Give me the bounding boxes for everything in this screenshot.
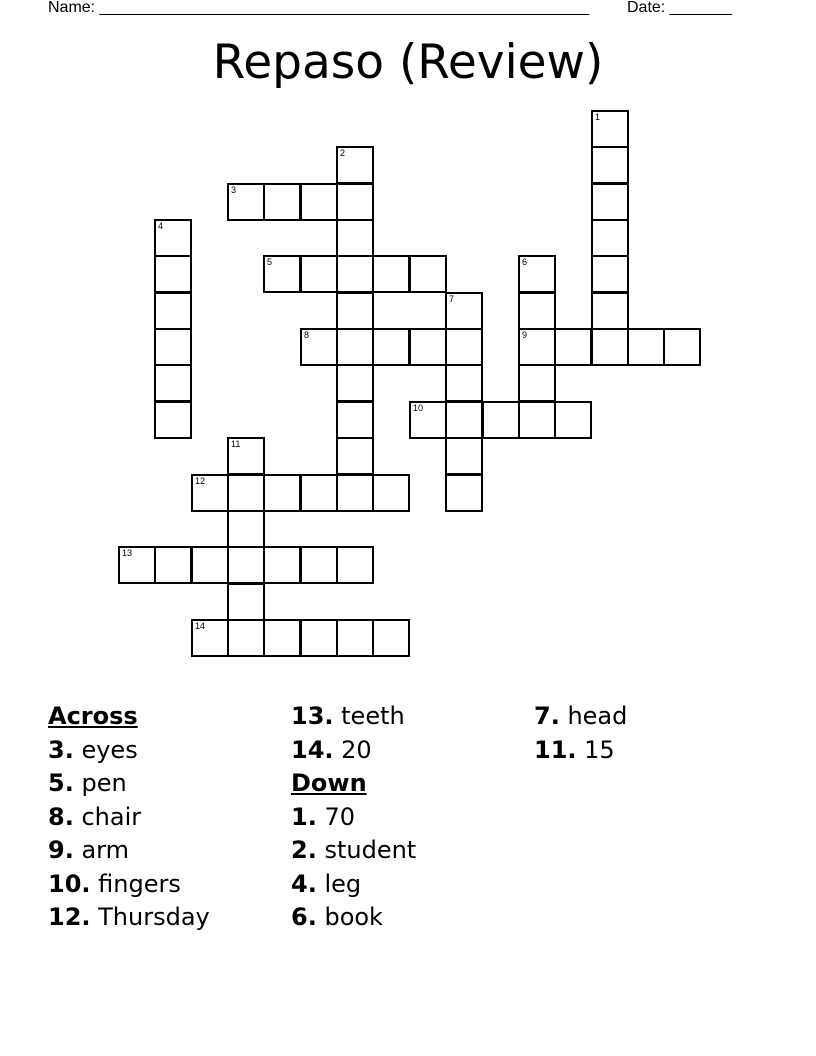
crossword-cell[interactable] — [191, 619, 229, 657]
crossword-cell[interactable] — [191, 474, 229, 512]
crossword-cell[interactable] — [336, 401, 374, 439]
crossword-cell[interactable] — [263, 474, 301, 512]
clue-item — [534, 734, 774, 768]
crossword-cell[interactable] — [336, 619, 374, 657]
crossword-cell[interactable] — [554, 328, 592, 366]
crossword-cell[interactable] — [154, 401, 192, 439]
crossword-cell[interactable] — [336, 219, 374, 257]
crossword-cell[interactable] — [336, 437, 374, 475]
crossword-cell[interactable] — [445, 474, 483, 512]
clue-item-text: Thursday — [90, 903, 210, 931]
clue-item — [291, 868, 531, 902]
clue-number: 5 — [267, 257, 273, 267]
crossword-cell[interactable] — [482, 401, 520, 439]
crossword-cell[interactable] — [300, 328, 338, 366]
clue-item — [48, 901, 288, 935]
clue-number: 3 — [231, 185, 237, 195]
clue-item-text: chair — [73, 802, 142, 831]
crossword-cell[interactable] — [663, 328, 701, 366]
crossword-cell[interactable] — [154, 328, 192, 366]
crossword-cell[interactable] — [591, 219, 629, 257]
crossword-cell[interactable] — [336, 292, 374, 330]
crossword-cell[interactable] — [263, 619, 301, 657]
crossword-cell[interactable] — [518, 328, 556, 366]
clue-item — [48, 767, 288, 801]
clue-column-3 — [534, 700, 774, 767]
clue-item-number: 1. — [291, 802, 317, 831]
clue-item-number: 5. — [48, 769, 74, 797]
crossword-cell[interactable] — [336, 546, 374, 584]
crossword-cell[interactable] — [372, 619, 410, 657]
crossword-cell[interactable] — [591, 110, 629, 148]
clue-item-number: 13. — [291, 702, 334, 730]
crossword-cell[interactable] — [445, 328, 483, 366]
clue-number: 1 — [595, 112, 601, 122]
clue-number: 7 — [449, 294, 455, 304]
clue-item-number: 2. — [291, 836, 317, 864]
crossword-cell[interactable] — [154, 546, 192, 584]
clue-number: 14 — [195, 621, 206, 631]
clue-item — [291, 734, 531, 768]
clue-item-text: pen — [73, 769, 127, 797]
crossword-cell[interactable] — [445, 292, 483, 330]
crossword-cell[interactable] — [591, 292, 629, 330]
crossword-cell[interactable] — [227, 546, 265, 584]
crossword-cell[interactable] — [336, 146, 374, 184]
crossword-cell[interactable] — [154, 292, 192, 330]
clue-item-text: leg — [316, 869, 362, 898]
crossword-cell[interactable] — [518, 255, 556, 293]
crossword-cell[interactable] — [336, 183, 374, 221]
clue-item-text: arm — [73, 836, 129, 864]
crossword-cell[interactable] — [227, 510, 265, 548]
crossword-cell[interactable] — [154, 255, 192, 293]
crossword-cell[interactable] — [372, 474, 410, 512]
clue-item-number: 8. — [48, 802, 74, 831]
crossword-cell[interactable] — [445, 401, 483, 439]
clue-item-text: 70 — [316, 802, 355, 831]
clue-item — [48, 868, 288, 902]
clue-item-number: 10. — [48, 869, 91, 898]
clue-number: 6 — [522, 257, 528, 267]
crossword-cell[interactable] — [154, 219, 192, 257]
crossword-cell[interactable] — [518, 401, 556, 439]
crossword-cell[interactable] — [263, 546, 301, 584]
clue-number: 10 — [413, 403, 424, 413]
clue-item-number: 11. — [534, 735, 577, 764]
crossword-cell[interactable] — [191, 546, 229, 584]
crossword-cell[interactable] — [227, 619, 265, 657]
clue-item — [291, 834, 531, 868]
clue-item-text: student — [316, 836, 417, 864]
clue-number: 2 — [340, 148, 346, 158]
crossword-cell[interactable] — [554, 401, 592, 439]
crossword-cell[interactable] — [263, 183, 301, 221]
crossword-cell[interactable] — [591, 183, 629, 221]
crossword-cell[interactable] — [263, 255, 301, 293]
crossword-cell[interactable] — [409, 255, 447, 293]
crossword-cell[interactable] — [445, 437, 483, 475]
clue-item — [291, 801, 531, 835]
clue-heading-across: Across — [48, 702, 138, 730]
crossword-cell[interactable] — [300, 619, 338, 657]
page-title: Repaso (Review) — [212, 35, 604, 90]
crossword-cell[interactable] — [118, 546, 156, 584]
clue-item-text: teeth — [333, 702, 405, 730]
clue-item-text: head — [559, 702, 628, 730]
crossword-cell[interactable] — [627, 328, 665, 366]
clue-number: 13 — [122, 548, 133, 558]
clue-item — [534, 700, 774, 734]
crossword-cell[interactable] — [336, 255, 374, 293]
name-field-label: Name: _______________________________________________________ — [48, 0, 589, 16]
clue-item-text: eyes — [73, 735, 138, 764]
crossword-cell[interactable] — [591, 255, 629, 293]
clue-number: 12 — [195, 476, 206, 486]
crossword-cell[interactable] — [372, 255, 410, 293]
clue-number: 8 — [304, 330, 310, 340]
crossword-cell[interactable] — [300, 183, 338, 221]
clue-item — [291, 901, 531, 935]
crossword-cell[interactable] — [227, 474, 265, 512]
crossword-cell[interactable] — [445, 364, 483, 402]
crossword-cell[interactable] — [518, 364, 556, 402]
clue-item-number: 12. — [48, 903, 91, 931]
clue-item-text: 20 — [333, 735, 372, 764]
crossword-cell[interactable] — [300, 474, 338, 512]
crossword-cell[interactable] — [154, 364, 192, 402]
clue-item-number: 3. — [48, 735, 74, 764]
clue-item — [48, 834, 288, 868]
crossword-cell[interactable] — [372, 328, 410, 366]
clue-number: 9 — [522, 330, 528, 340]
crossword-cell[interactable] — [336, 328, 374, 366]
crossword-cell[interactable] — [227, 437, 265, 475]
clue-item-number: 7. — [534, 702, 560, 730]
crossword-cell[interactable] — [591, 328, 629, 366]
clue-item — [48, 734, 288, 768]
clue-item-number: 4. — [291, 869, 317, 898]
clue-item-number: 6. — [291, 903, 317, 931]
crossword-cell[interactable] — [227, 183, 265, 221]
clue-item — [48, 801, 288, 835]
clue-number: 11 — [231, 439, 241, 449]
crossword-cell[interactable] — [518, 292, 556, 330]
clue-number: 4 — [158, 221, 164, 231]
crossword-cell[interactable] — [409, 401, 447, 439]
clue-heading-down: Down — [291, 769, 367, 797]
crossword-cell[interactable] — [336, 364, 374, 402]
clue-item-text: book — [316, 903, 383, 931]
clue-item — [291, 700, 531, 734]
clue-item-text: 15 — [576, 735, 615, 764]
crossword-cell[interactable] — [300, 546, 338, 584]
clue-item-number: 9. — [48, 836, 74, 864]
clue-column-2 — [291, 700, 531, 935]
crossword-cell[interactable] — [591, 146, 629, 184]
crossword-cell[interactable] — [227, 583, 265, 621]
clue-column-1 — [48, 700, 288, 935]
crossword-cell[interactable] — [336, 474, 374, 512]
clue-item-text: fingers — [90, 869, 181, 898]
crossword-cell[interactable] — [300, 255, 338, 293]
clue-item-number: 14. — [291, 735, 334, 764]
date-field-label: Date: _______ — [627, 0, 732, 16]
crossword-cell[interactable] — [409, 328, 447, 366]
